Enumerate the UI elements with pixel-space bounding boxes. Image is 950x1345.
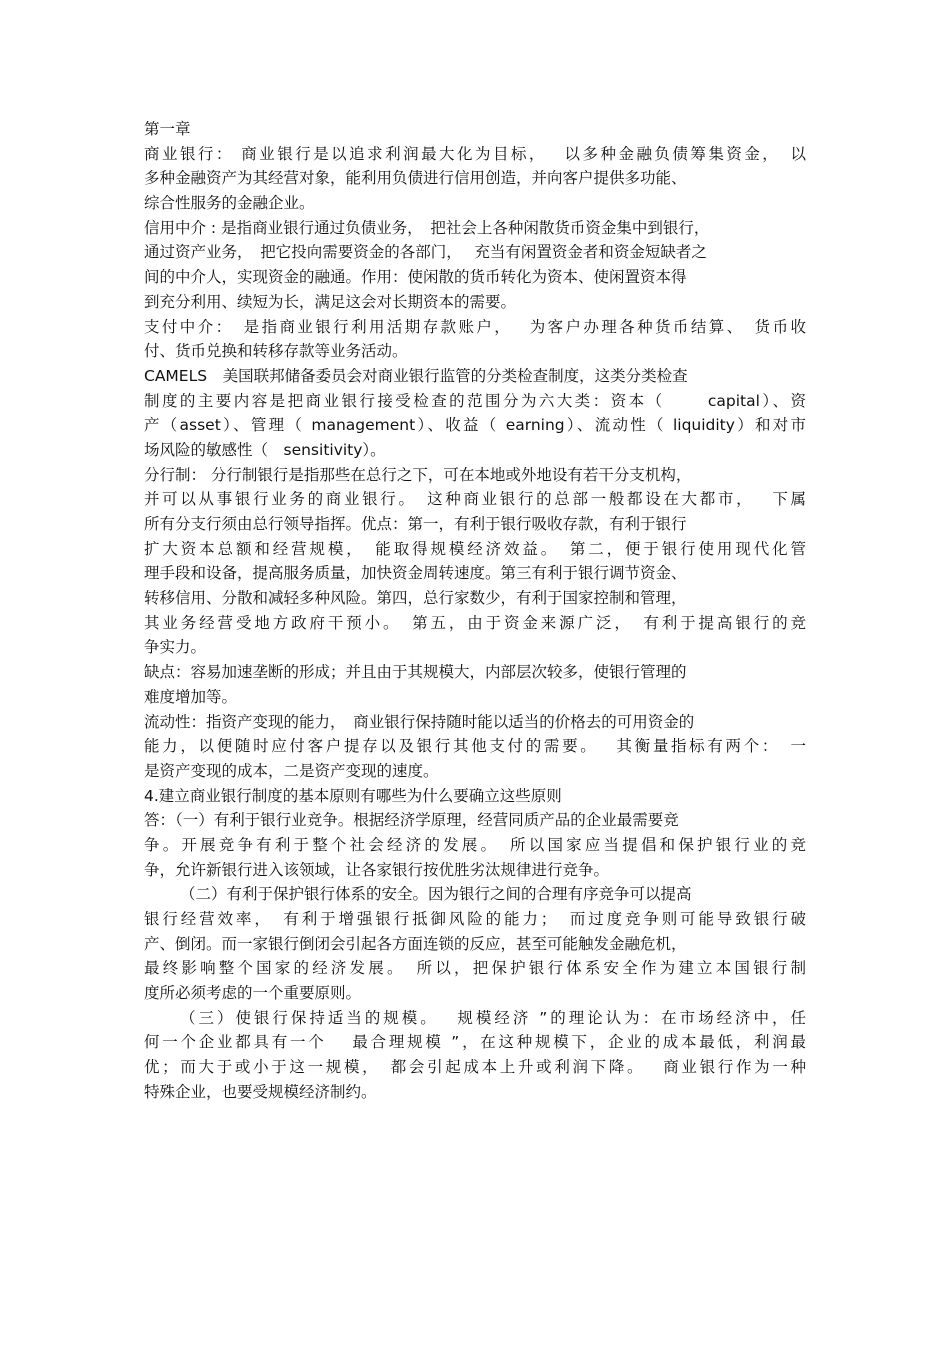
text-line: 争。开展竞争有利于整个社会经济的发展。 所以国家应当提倡和保护银行业的竞 xyxy=(144,835,806,854)
text-line: 优；而大于或小于这一规模， 都会引起成本上升或利润下降。 商业银行作为一种 xyxy=(144,1058,806,1077)
text-line: 场风险的敏感性（ sensitivity）。 xyxy=(144,440,386,459)
text-line: 理手段和设备，提高服务质量，加快资金周转速度。第三有利于银行调节资金、 xyxy=(144,564,687,583)
text-line: 支付中介： 是指商业银行利用活期存款账户， 为客户办理各种货币结算、 货币收 xyxy=(144,317,806,336)
text-line: 转移信用、分散和减轻多种风险。第四，总行家数少，有利于国家控制和管理， xyxy=(144,589,687,608)
text-line: 争实力。 xyxy=(144,638,207,657)
text-line: 答：（一）有利于银行业竞争。根据经济学原理，经营同质产品的企业最需要竞 xyxy=(144,811,679,830)
text-line: 到充分利用、续短为长，满足这会对长期资本的需要。 xyxy=(144,292,517,311)
text-line: 其业务经营受地方政府干预小。 第五，由于资金来源广泛， 有利于提高银行的竞 xyxy=(144,613,806,632)
text-line: 间的中介人，实现资金的融通。作用：使闲散的货币转化为资本、使闲置资本得 xyxy=(144,268,687,287)
text-line: 产、倒闭。而一家银行倒闭会引起各方面连锁的反应，甚至可能触发金融危机， xyxy=(144,934,687,953)
text-line: 多种金融资产为其经营对象，能利用负债进行信用创造，并向客户提供多功能、 xyxy=(144,169,687,188)
text-line: 争，允许新银行进入该领域，让各家银行按优胜劣汰规律进行竞争。 xyxy=(144,860,610,879)
text-line: 银行经营效率， 有利于增强银行抵御风险的能力； 而过度竞争则可能导致银行破 xyxy=(144,910,806,928)
text-line: 分行制： 分行制银行是指那些在总行之下，可在本地或外地设有若干分支机构， xyxy=(144,465,692,484)
text-line: 第一章 xyxy=(144,120,191,138)
text-line: 度所必须考虑的一个重要原则。 xyxy=(144,984,362,1003)
text-line: 所有分支行须由总行领导指挥。优点：第一，有利于银行吸收存款，有利于银行 xyxy=(144,515,687,533)
text-line: 是资产变现的成本，二是资产变现的速度。 xyxy=(144,761,439,780)
document-body xyxy=(144,117,806,1105)
text-line: 难度增加等。 xyxy=(144,687,238,706)
text-line: 扩大资本总额和经营规模， 能取得规模经济效益。 第二，便于银行使用现代化管 xyxy=(144,539,806,558)
text-line: 特殊企业，也要受规模经济制约。 xyxy=(144,1082,377,1101)
text-line: CAMELS 美国联邦储备委员会对商业银行监管的分类检查制度，这类分类检查 xyxy=(144,366,688,385)
text-line: 通过资产业务， 把它投向需要资金的各部门， 充当有闲置资金者和资金短缺者之 xyxy=(144,243,707,262)
text-line: 产（asset）、管理（ management）、收益（ earning）、流动性（ liquidity）和对市 xyxy=(144,416,806,435)
text-line: 4.建立商业银行制度的基本原则有哪些为什么要确立这些原则 xyxy=(144,786,562,805)
text-line: 何一个企业都具有一个 最合理规模 ”，在这种规模下，企业的成本最低，利润最 xyxy=(144,1033,806,1052)
text-line: 商业银行： 商业银行是以追求利润最大化为目标， 以多种金融负债筹集资金， 以 xyxy=(144,144,806,163)
text-line: （三）使银行保持适当的规模。 规模经济 ”的理论认为：在市场经济中，任 xyxy=(180,1008,806,1027)
text-line: 并可以从事银行业务的商业银行。 这种商业银行的总部一般都设在大都市， 下属 xyxy=(144,490,806,509)
text-line: 能力，以便随时应付客户提存以及银行其他支付的需要。 其衡量指标有两个： 一 xyxy=(144,737,806,756)
text-line: 缺点：容易加速垄断的形成；并且由于其规模大，内部层次较多，使银行管理的 xyxy=(144,663,687,682)
text-line: 流动性：指资产变现的能力， 商业银行保持随时能以适当的价格去的可用资金的 xyxy=(144,712,695,731)
text-line: 付、货币兑换和转移存款等业务活动。 xyxy=(144,342,408,361)
text-line: 综合性服务的金融企业。 xyxy=(144,194,315,213)
text-line: （二）有利于保护银行体系的安全。因为银行之间的合理有序竞争可以提高 xyxy=(180,885,692,904)
text-line: 信用中介 : 是指商业银行通过负债业务， 把社会上各种闲散货币资金集中到银行， xyxy=(144,218,710,237)
text-line: 制度的主要内容是把商业银行接受检查的范围分为六大类：资本（ capital）、资 xyxy=(144,391,806,410)
text-line: 最终影响整个国家的经济发展。 所以，把保护银行体系安全作为建立本国银行制 xyxy=(144,959,806,978)
